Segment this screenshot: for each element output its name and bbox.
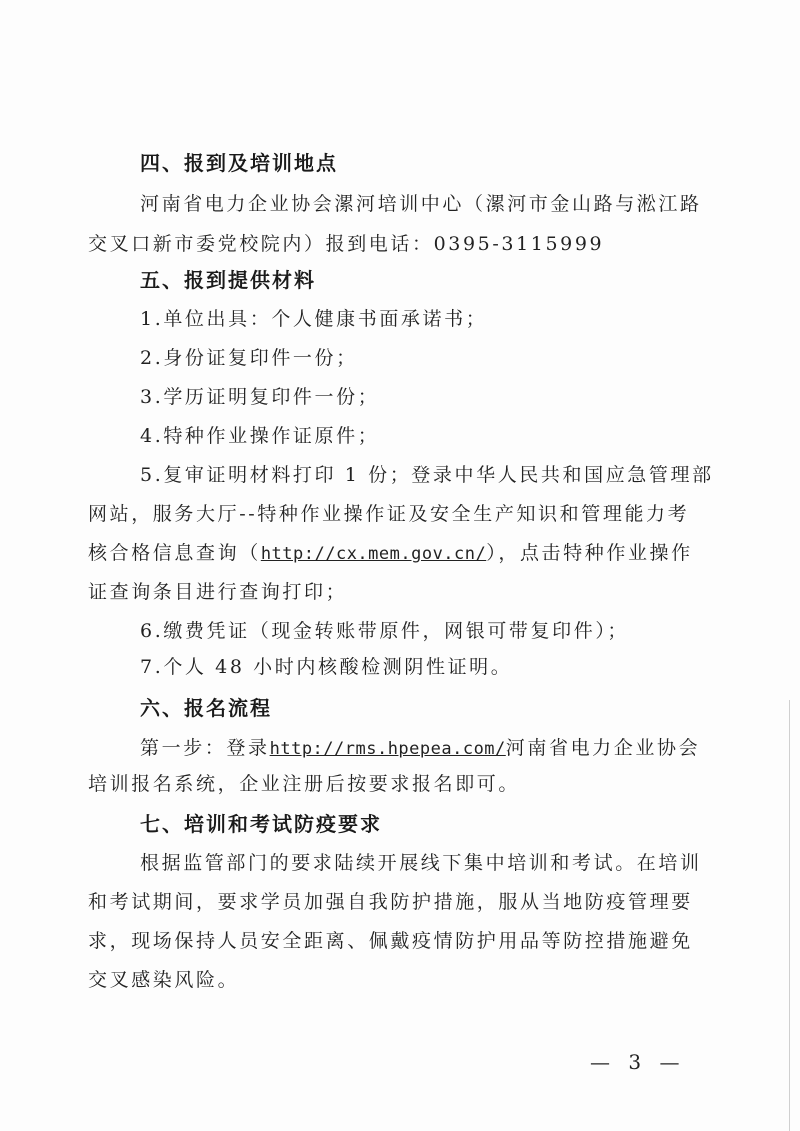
hpepea-link[interactable]: http://rms.hpepea.com/ — [269, 739, 506, 759]
material-item-5-line-3 — [88, 538, 693, 565]
section-4-line-2: 交叉口新市委党校院内）报到电话：0395-3115999 — [88, 233, 605, 255]
registration-step-line-2: 培训报名系统，企业注册后按要求报名即可。 — [88, 773, 521, 795]
section-4-heading: 四、报到及培训地点 — [140, 151, 338, 175]
material-item-3: 3.学历证明复印件一份； — [140, 386, 380, 408]
section-7-heading: 七、培训和考试防疫要求 — [140, 812, 382, 836]
section-4-line-1: 河南省电力企业协会漯河培训中心（漯河市金山路与淞江路 — [140, 193, 702, 215]
material-item-5-line-3-suffix: ），点击特种作业操作 — [486, 542, 693, 564]
material-item-4: 4.特种作业操作证原件； — [140, 425, 380, 447]
material-item-6: 6.缴费凭证（现金转账带原件，网银可带复印件）； — [140, 620, 630, 642]
scan-edge-line — [789, 700, 790, 1131]
epidemic-line-1: 根据监管部门的要求陆续开展线下集中培训和考试。在培训 — [140, 852, 702, 874]
page-number: — 3 — — [590, 1050, 686, 1074]
mem-gov-link[interactable]: http://cx.mem.gov.cn/ — [260, 544, 487, 564]
material-item-7: 7.个人 48 小时内核酸检测阴性证明。 — [140, 656, 513, 678]
registration-step-prefix: 第一步：登录 — [140, 737, 270, 759]
epidemic-line-2: 和考试期间，要求学员加强自我防护措施，服从当地防疫管理要 — [88, 891, 693, 913]
material-item-5-line-3-prefix: 核合格信息查询（ — [88, 542, 261, 564]
section-6-heading: 六、报名流程 — [140, 696, 272, 720]
material-item-5-line-2: 网站，服务大厅--特种作业操作证及安全生产知识和管理能力考 — [88, 503, 690, 525]
material-item-2: 2.身份证复印件一份； — [140, 347, 358, 369]
material-item-5-line-1: 5.复审证明材料打印 1 份；登录中华人民共和国应急管理部 — [140, 464, 714, 486]
section-5-heading: 五、报到提供材料 — [140, 268, 316, 292]
epidemic-line-4: 交叉感染风险。 — [88, 969, 240, 991]
registration-step-line-1 — [140, 733, 700, 760]
epidemic-line-3: 求，现场保持人员安全距离、佩戴疫情防护用品等防控措施避免 — [88, 930, 693, 952]
material-item-5-line-4: 证查询条目进行查询打印； — [88, 581, 348, 603]
registration-step-suffix: 河南省电力企业协会 — [505, 737, 701, 759]
material-item-1: 1.单位出具：个人健康书面承诺书； — [140, 308, 488, 330]
